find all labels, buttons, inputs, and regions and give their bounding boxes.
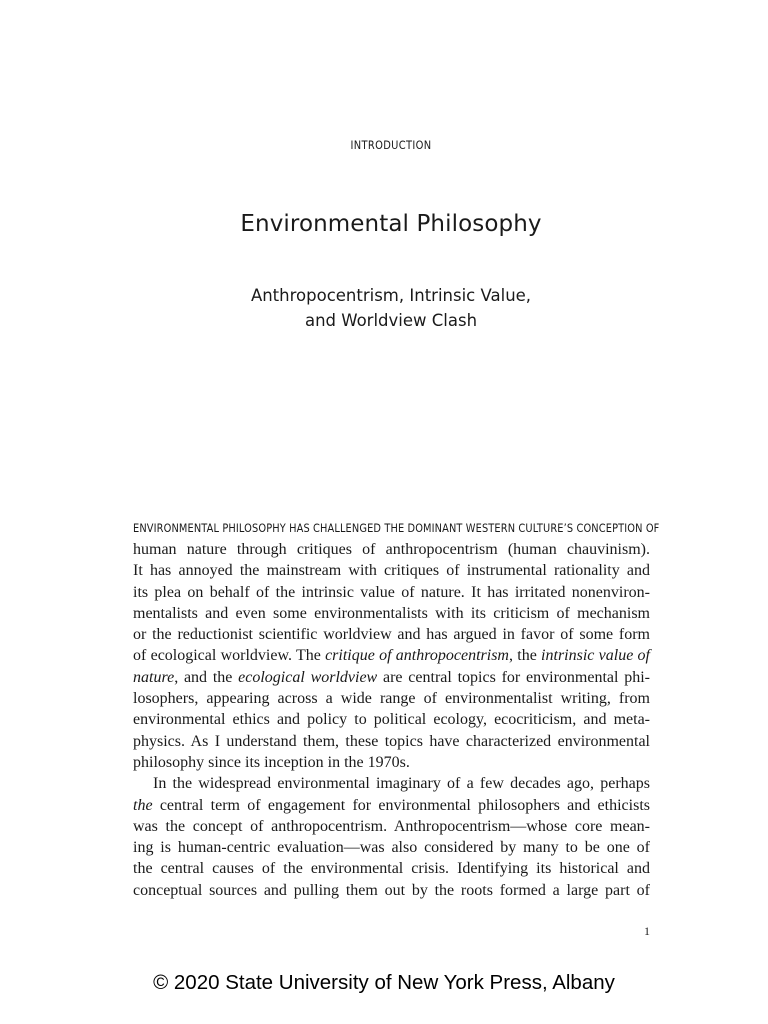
italic-term: ecological worldview	[238, 668, 378, 686]
text-line	[133, 795, 650, 816]
italic-term: critique of anthropocentrism	[325, 647, 509, 665]
text-line: or the reductionist scientific worldview and has argued in favor of some form	[133, 626, 650, 644]
text-line	[133, 645, 650, 666]
section-label: INTRODUCTION	[350, 138, 432, 152]
text-line: human nature through critiques of anthropocentrism (human chauvinism).	[133, 541, 650, 558]
text-run: , and the	[174, 668, 239, 686]
text-line: mentalists and even some environmentalists with its criticism of mechanism	[133, 604, 650, 622]
paragraph-1	[133, 539, 650, 773]
italic-term: nature	[133, 668, 175, 686]
text-run: of ecological worldview. The	[133, 647, 326, 665]
text-run: , the	[508, 647, 542, 665]
text-line: In the widespread environmental imaginary of a few decades ago, perhaps	[153, 775, 650, 793]
text-line: ing is human-centric evaluation—was also considered by many to be one of	[133, 839, 650, 857]
text-line: philosophy since its inception in the 1970s.	[133, 753, 410, 771]
page-number: 1	[644, 924, 650, 938]
subtitle-line: and Worldview Clash	[304, 311, 478, 330]
chapter-title: Environmental Philosophy	[240, 211, 542, 237]
opening-smallcaps: ENVIRONMENTAL PHILOSOPHY HAS CHALLENGED THE DOMINANT WESTERN CULTURE’S CONCEPTION OF	[133, 522, 660, 535]
text-line	[133, 667, 650, 688]
text-line: its plea on behalf of the intrinsic value of nature. It has irritated nonenviron-	[133, 583, 650, 601]
text-line: the central causes of the environmental crisis. Identifying its historical and	[133, 860, 650, 878]
text-run: central term of engagement for environmental philosophers and ethicists	[152, 796, 650, 814]
text-line: It has annoyed the mainstream with critiques of instrumental rationality and	[133, 562, 650, 580]
text-line: losophers, appearing across a wide range of environmentalist writing, from	[133, 690, 650, 708]
text-line: conceptual sources and pulling them out by the roots formed a large part of	[133, 881, 650, 899]
text-run: are central topics for environmental phi-	[377, 668, 650, 686]
paragraph-2	[133, 773, 650, 901]
text-line: was the concept of anthropocentrism. Anthropocentrism—whose core mean-	[133, 817, 650, 835]
body-text	[133, 520, 660, 901]
subtitle-line: Anthropocentrism, Intrinsic Value,	[250, 286, 532, 305]
text-line: physics. As I understand them, these topics have characterized environmental	[133, 732, 650, 750]
italic-term: intrinsic value of	[541, 647, 650, 665]
chapter-subtitle	[0, 283, 768, 333]
italic-term: the	[133, 796, 153, 814]
text-line: environmental ethics and policy to political ecology, ecocriticism, and meta-	[133, 711, 650, 729]
copyright-notice: © 2020 State University of New York Press, Albany	[153, 971, 615, 994]
